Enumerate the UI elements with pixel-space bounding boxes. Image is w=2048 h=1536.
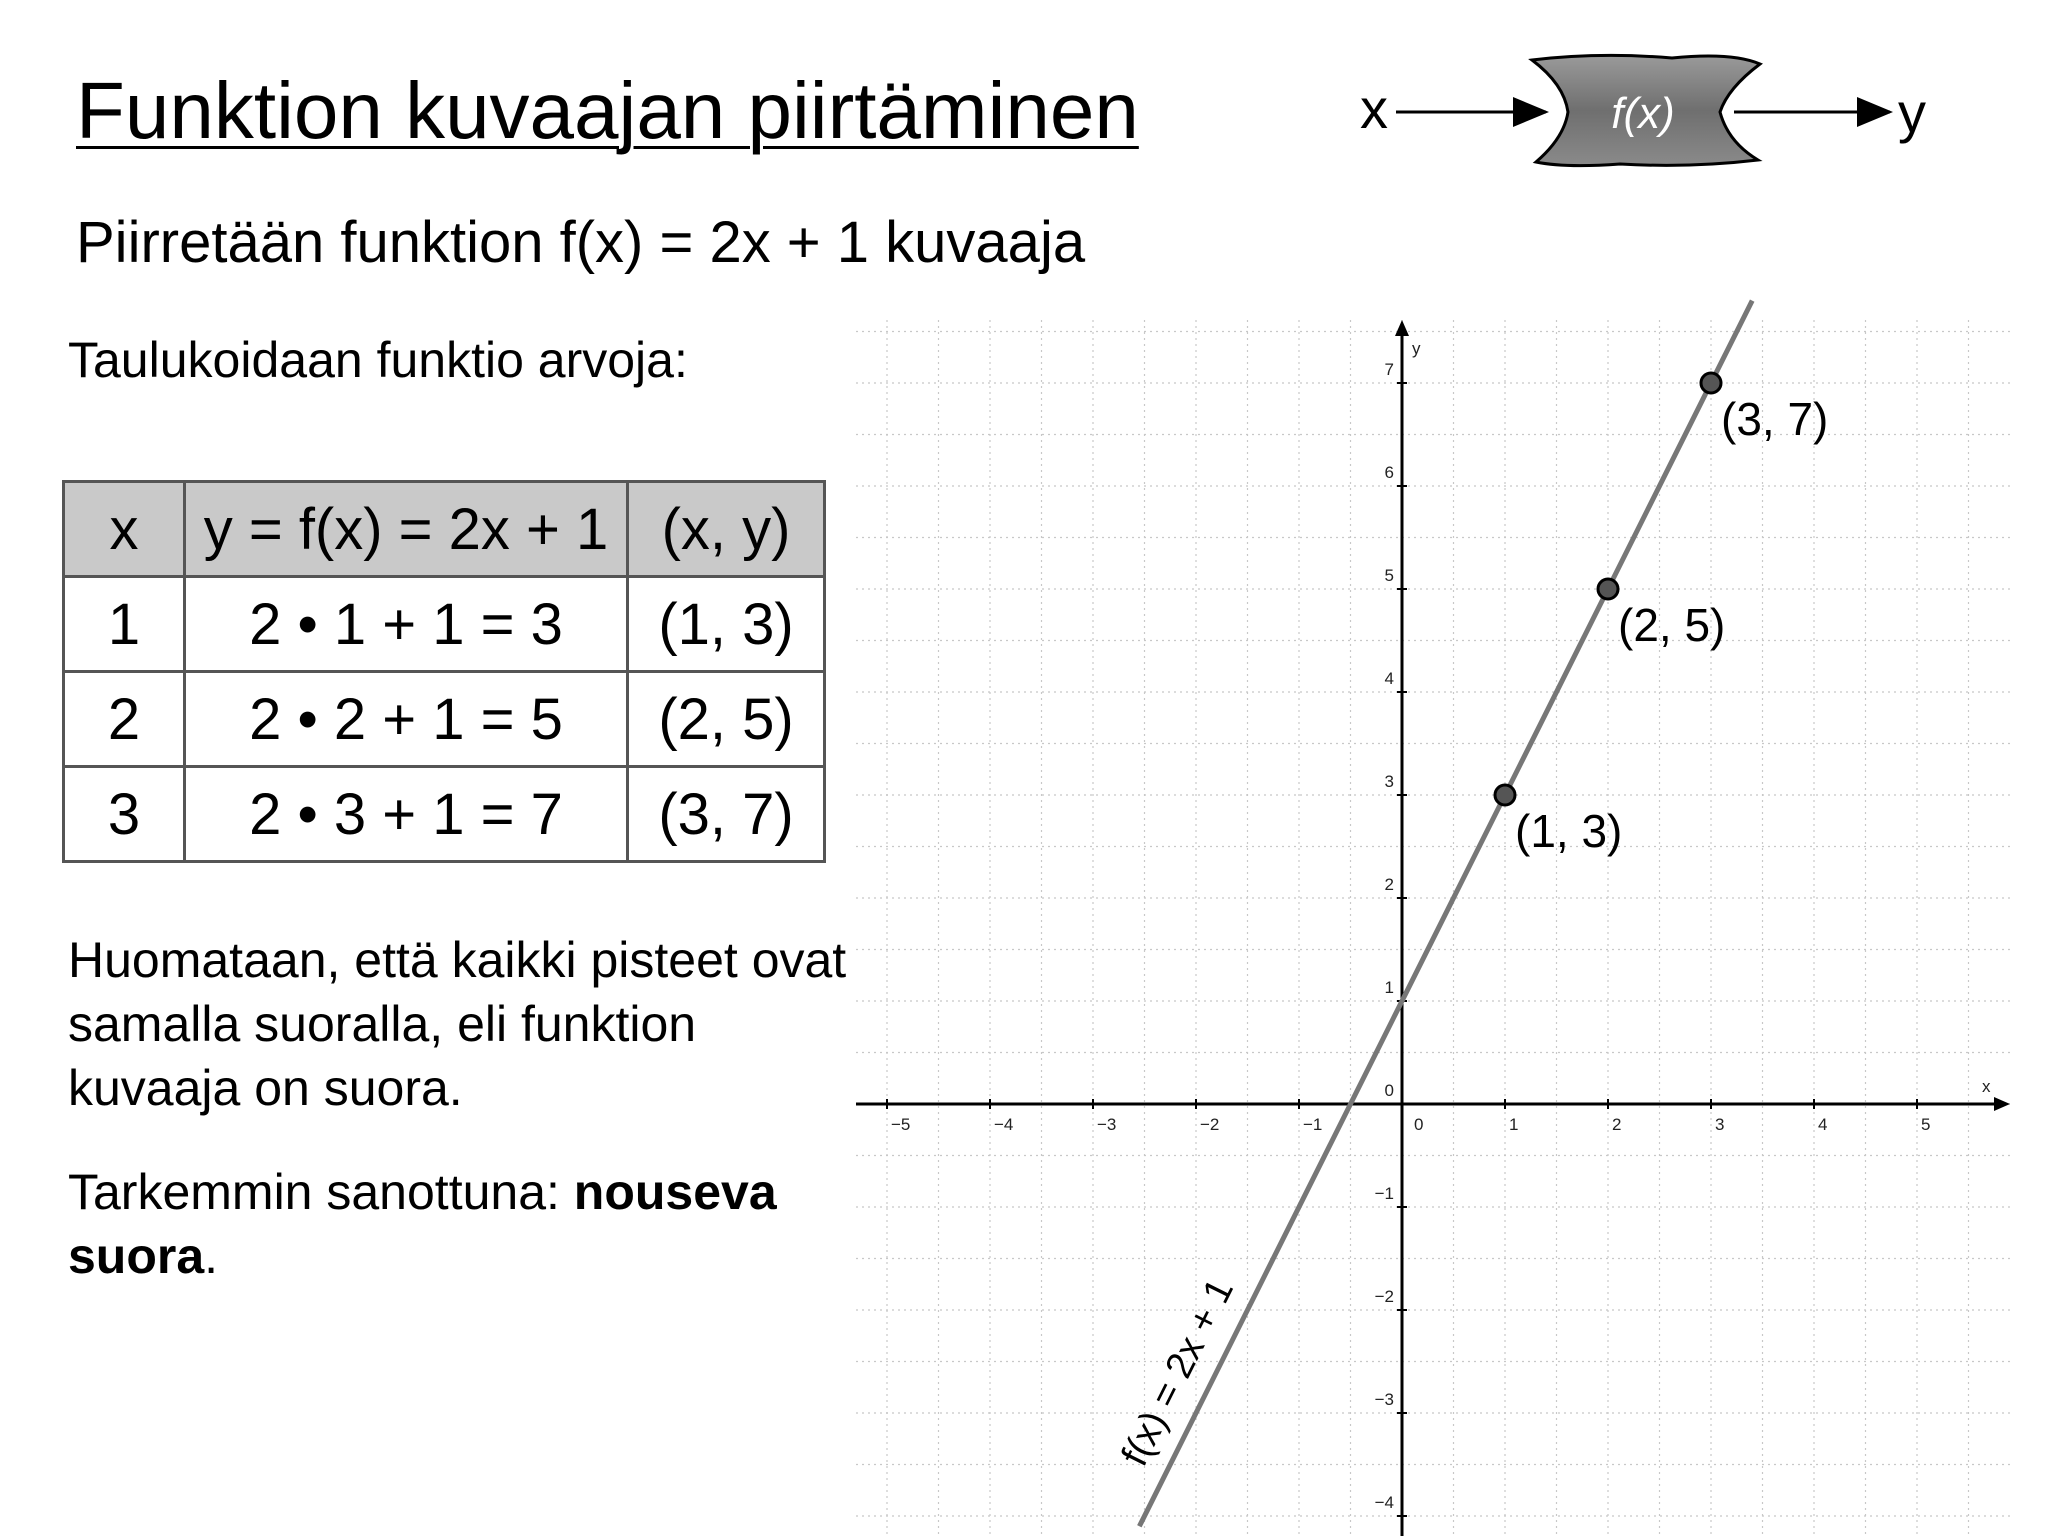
data-point-label: (1, 3) [1515, 805, 1623, 857]
table-cell: 1 [64, 577, 185, 672]
y-tick-label: 1 [1384, 978, 1394, 997]
output-y-label: y [1898, 81, 1926, 144]
x-tick-label: −4 [994, 1115, 1014, 1134]
table-header-y: y = f(x) = 2x + 1 [185, 482, 628, 577]
y-tick-label: 6 [1384, 463, 1394, 482]
y-tick-label: −3 [1374, 1390, 1394, 1409]
y-tick-label: −1 [1374, 1184, 1394, 1203]
x-tick-label: 4 [1818, 1115, 1828, 1134]
table-cell: 2 • 1 + 1 = 3 [185, 577, 628, 672]
x-tick-label: −3 [1097, 1115, 1117, 1134]
data-point [1701, 373, 1721, 393]
subtitle: Piirretään funktion f(x) = 2x + 1 kuvaaja [76, 210, 1086, 275]
y-tick-label: 7 [1384, 360, 1394, 379]
y-tick-label: 5 [1384, 566, 1394, 585]
table-cell: (3, 7) [628, 767, 825, 862]
y-tick-label: 4 [1384, 669, 1394, 688]
y-tick-label: 2 [1384, 875, 1394, 894]
table-cell: 3 [64, 767, 185, 862]
observation-text: Huomataan, että kaikki pisteet ovat samalla suoralla, eli funktion kuvaaja on suora. [68, 932, 847, 1116]
x-tick-label: 1 [1509, 1115, 1519, 1134]
table-cell: (2, 5) [628, 672, 825, 767]
x-zero-label: 0 [1414, 1115, 1424, 1134]
data-point-label: (3, 7) [1721, 393, 1829, 445]
x-tick-label: −1 [1303, 1115, 1323, 1134]
x-tick-label: −2 [1200, 1115, 1220, 1134]
table-cell: 2 • 2 + 1 = 5 [185, 672, 628, 767]
function-line-label: f(x) = 2x + 1 [1113, 1272, 1242, 1473]
table-header-pair: (x, y) [628, 482, 825, 577]
table-header-x: x [64, 482, 185, 577]
origin-label: 0 [1384, 1081, 1394, 1100]
function-box-label: f(x) [1611, 89, 1675, 138]
page-title: Funktion kuvaajan piirtäminen [76, 66, 1139, 155]
x-tick-label: 2 [1612, 1115, 1622, 1134]
table-cell: 2 • 3 + 1 = 7 [185, 767, 628, 862]
x-tick-label: 3 [1715, 1115, 1725, 1134]
function-line [1139, 301, 1752, 1527]
conclusion-suffix: . [204, 1228, 219, 1284]
y-axis-arrowhead [1395, 320, 1409, 336]
y-tick-label: −2 [1374, 1287, 1394, 1306]
x-tick-label: 5 [1921, 1115, 1931, 1134]
table-cell: 2 [64, 672, 185, 767]
input-x-label: x [1360, 77, 1388, 140]
x-tick-label: −5 [891, 1115, 911, 1134]
intro-text: Taulukoidaan funktio arvoja: [68, 332, 688, 388]
y-tick-label: −4 [1374, 1493, 1394, 1512]
y-axis-label: y [1412, 339, 1421, 358]
x-axis-label: x [1982, 1077, 1991, 1096]
table-cell: (1, 3) [628, 577, 825, 672]
data-point [1598, 579, 1618, 599]
data-point [1495, 785, 1515, 805]
data-point-label: (2, 5) [1618, 599, 1726, 651]
conclusion-bold: nouseva suora [68, 1164, 777, 1284]
x-axis-arrowhead [1994, 1097, 2010, 1111]
y-tick-label: 3 [1384, 772, 1394, 791]
conclusion-prefix: Tarkemmin sanottuna: [68, 1164, 574, 1220]
